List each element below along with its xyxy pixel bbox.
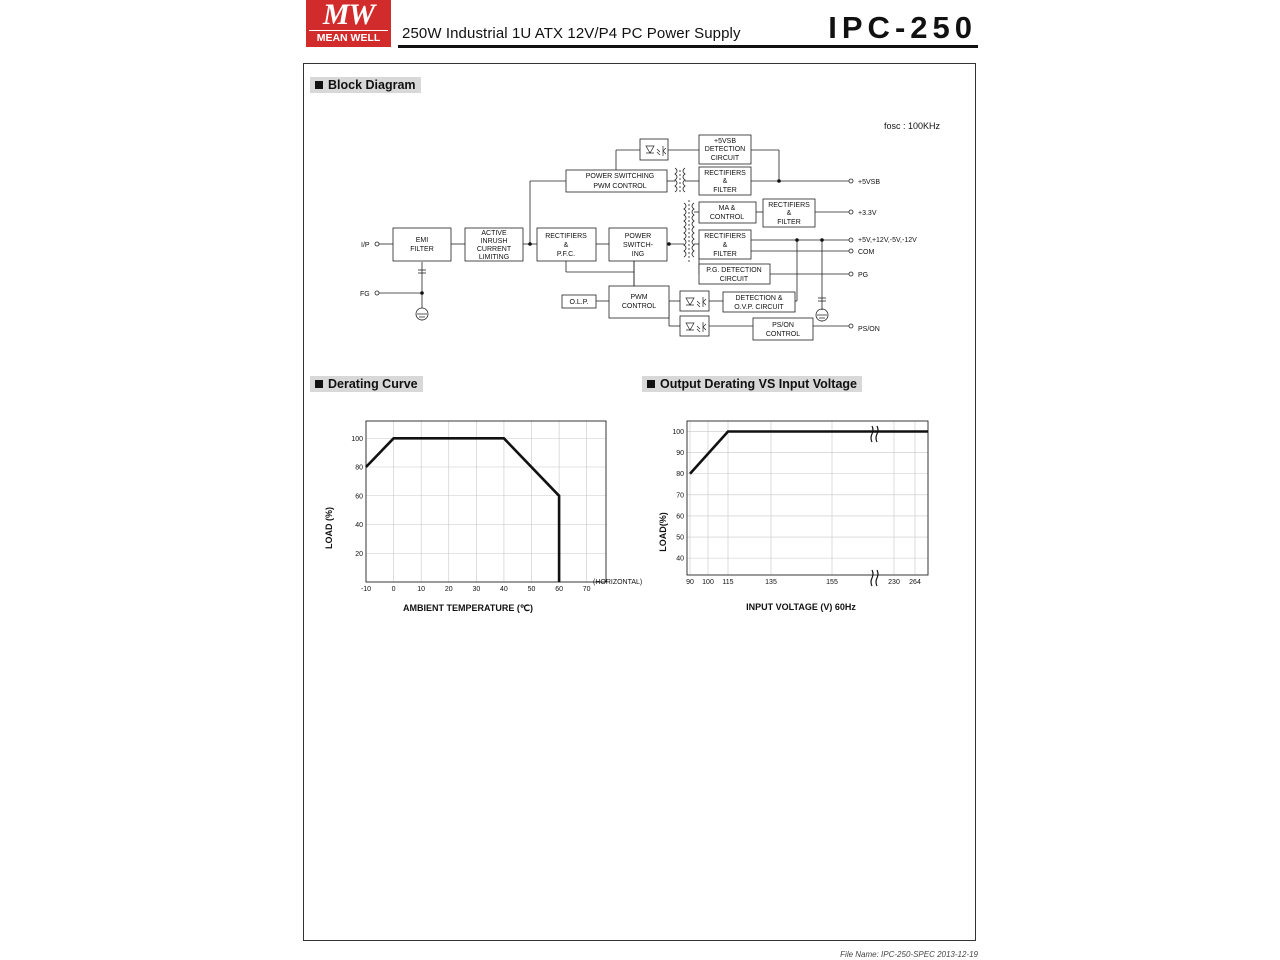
active-line4: LIMITING	[478, 254, 510, 261]
x-tick-label: 264	[909, 579, 921, 586]
plot-frame	[687, 421, 928, 575]
input-ip-label: I/P	[361, 242, 370, 249]
x-tick-label: 155	[826, 579, 838, 586]
x-tick-labels	[686, 579, 921, 586]
section-title: Output Derating VS Input Voltage	[660, 377, 857, 391]
x-tick-label: 135	[765, 579, 777, 586]
x-tick-label: 30	[472, 586, 481, 593]
file-name-footer: File Name: IPC-250-SPEC 2013-12-19	[840, 950, 978, 959]
x-tick-label: -10	[360, 586, 372, 593]
output-33-label: +3.3V	[858, 210, 877, 217]
x-tick-label: 20	[444, 586, 453, 593]
y-tick-label: 40	[676, 555, 684, 563]
grid	[687, 421, 928, 575]
optocoupler-icon	[640, 139, 668, 160]
x-tick-label: 115	[722, 579, 734, 586]
pg-line2: CIRCUIT	[719, 276, 749, 283]
svg-text:ACTIVEINRUSHCURRENTLIMITING	[477, 230, 512, 261]
rpfc-line2: &	[563, 242, 569, 249]
plot-frame	[366, 421, 606, 582]
active-line3: CURRENT	[476, 246, 512, 253]
fosc-label: fosc : 100KHz	[883, 121, 940, 131]
logo-mark: MW	[322, 0, 375, 31]
pg-line1: P.G. DETECTION	[706, 267, 762, 274]
r5-line2: &	[722, 178, 728, 185]
y-axis-label: LOAD(%)	[658, 512, 668, 552]
axis-break-top	[871, 426, 878, 442]
x-tick-label: 10	[417, 586, 426, 593]
output-main-label: +5V,+12V,-5V,-12V	[858, 237, 917, 244]
psw-line3: ING	[631, 251, 645, 258]
y-tick-label: 50	[676, 534, 684, 542]
y-axis-label: LOAD (%)	[324, 507, 334, 549]
det5-line1: +5VSB	[714, 138, 736, 145]
x-axis-label: AMBIENT TEMPERATURE (℃)	[403, 603, 533, 613]
mag-line1: MA &	[718, 205, 736, 212]
ovp-line1: DETECTION &	[735, 295, 783, 302]
ovp-line2: O.V.P. CIRCUIT	[734, 304, 784, 311]
optocoupler-icon	[680, 316, 709, 336]
product-subtitle: 250W Industrial 1U ATX 12V/P4 PC Power Supply	[402, 25, 741, 42]
block-emi-filter	[393, 228, 451, 261]
output-pg-label: PG	[858, 272, 869, 279]
logo-text: MEAN WELL	[309, 30, 388, 44]
x-tick-label: 60	[555, 586, 564, 593]
output-pson-label: PS/ON	[858, 326, 880, 333]
grid	[366, 421, 606, 582]
svg-text:O.L.P.	[570, 299, 589, 306]
y-tick-label: 80	[355, 464, 363, 472]
input-fg-label: FG	[360, 291, 370, 298]
x-tick-label: 70	[582, 586, 591, 593]
section-title: Derating Curve	[328, 377, 418, 391]
y-tick-label: 40	[355, 522, 363, 529]
pwm-line2: CONTROL	[621, 303, 657, 310]
x-axis-label: INPUT VOLTAGE (V) 60Hz	[746, 602, 856, 612]
emi-line2: FILTER	[410, 246, 434, 253]
rpfc-line3: P.F.C.	[556, 251, 576, 258]
axis-break-bottom	[871, 570, 878, 586]
model-number: IPC-250	[828, 10, 977, 45]
olp-line1: O.L.P.	[569, 299, 589, 306]
derating-curve-chart	[310, 400, 650, 630]
rpfc-line1: RECTIFIERS	[545, 233, 587, 240]
r5-line1: RECTIFIERS	[704, 170, 746, 177]
y-tick-label: 100	[351, 435, 363, 443]
active-line1: ACTIVE	[481, 230, 507, 237]
y-tick-labels	[672, 429, 684, 563]
optocoupler-icon	[680, 291, 709, 311]
series-line	[366, 438, 559, 582]
rm-line3: FILTER	[713, 251, 737, 258]
y-tick-labels	[351, 436, 363, 558]
y-tick-label: 70	[676, 492, 684, 500]
r33-line1: RECTIFIERS	[768, 202, 810, 209]
section-title: Block Diagram	[328, 78, 416, 92]
x-tick-label: 40	[500, 586, 508, 593]
pswpwm-line2: PWM CONTROL	[593, 183, 647, 190]
emi-line1: EMI	[415, 237, 429, 244]
det5-line2: DETECTION	[704, 146, 746, 153]
pson-line2: CONTROL	[765, 331, 801, 338]
y-tick-label: 20	[355, 550, 363, 558]
r5-line3: FILTER	[713, 187, 737, 194]
psw-line1: POWER	[624, 233, 652, 240]
output-com-label: COM	[858, 249, 875, 256]
x-tick-label: 230	[888, 579, 900, 586]
pson-line1: PS/ON	[772, 322, 794, 329]
rm-line1: RECTIFIERS	[704, 233, 746, 240]
y-tick-label: 100	[672, 429, 684, 437]
det5-line3: CIRCUIT	[710, 155, 740, 162]
y-tick-label: 60	[676, 513, 684, 521]
mag-line2: CONTROL	[709, 214, 745, 221]
y-tick-label: 80	[676, 471, 684, 479]
x-tick-label: 0	[391, 586, 396, 593]
x-tick-label: 100	[702, 579, 714, 586]
x-tick-label: 90	[686, 579, 694, 586]
pswpwm-line1: POWER SWITCHING	[585, 173, 655, 180]
block-pwm-control	[609, 286, 669, 318]
output-5vsb-label: +5VSB	[858, 179, 880, 186]
y-tick-label: 60	[355, 493, 363, 501]
y-tick-label: 90	[676, 450, 684, 458]
x-tick-label: 50	[527, 586, 536, 593]
psw-line2: SWITCH-	[623, 242, 653, 249]
input-voltage-derating-chart	[642, 400, 952, 630]
x-tick-labels	[361, 586, 591, 593]
pwm-line1: PWM	[630, 294, 648, 301]
rm-line2: &	[722, 242, 728, 249]
active-line2: INRUSH	[480, 238, 508, 245]
r33-line2: &	[786, 210, 792, 217]
x-axis-note: (HORIZONTAL)	[593, 579, 643, 586]
r33-line3: FILTER	[777, 219, 801, 226]
